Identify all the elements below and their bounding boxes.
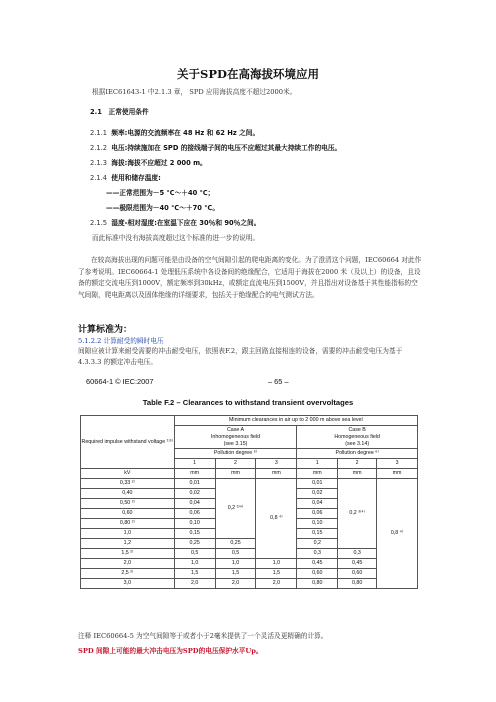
standard-heading: 计算标准为： [78, 325, 133, 335]
source-caption-right: – 65 – [268, 377, 289, 386]
main-header: Minimum clearances in air up to 2 000 m above sea level [174, 416, 417, 426]
item-2-1-5: 2.1.5 湿度-相对湿度:在室温下应在 30％和 90％之间。 [90, 219, 261, 227]
degree-b1: 1 [297, 459, 338, 469]
degree-b3: 3 [377, 459, 418, 469]
degree-b2: 2 [338, 459, 377, 469]
unit-mm: mm [377, 469, 418, 479]
degree-a3: 3 [256, 459, 297, 469]
pollution-header-a: Pollution degree ⁶⁾ [174, 449, 297, 459]
table-row: 2,5 ²⁾ 1,5 1,5 1,5 0,60 0,60 [81, 569, 418, 579]
item-2-1-3: 2.1.3 海拔:海拔不应超过 2 000 m。 [90, 159, 207, 167]
merged-a3-cell: 0,8 ⁴⁾ [256, 479, 297, 559]
unit-mm: mm [297, 469, 338, 479]
temp-limit-range: ——极限范围为－40 ℃～＋70 ℃。 [106, 204, 220, 212]
unit-kv: kV [81, 469, 175, 479]
temp-normal-range: ——正常范围为－5 ℃～＋40 ℃； [106, 189, 215, 197]
merged-a2-cell: 0,2 ³⁾⁴⁾ [215, 479, 256, 539]
unit-mm: mm [215, 469, 256, 479]
merged-b3-cell: 0,8 ⁴⁾ [377, 479, 418, 589]
unit-mm: mm [174, 469, 215, 479]
pollution-header-b: Pollution degree ⁶⁾ [297, 449, 418, 459]
standard-text: 间隙应被计算来耐受需要的冲击耐受电压，依照表F.2，跟主回路直接相连的设备，需要的冲击耐受电压为基于4.3.3.3 的额定冲击电压。 [78, 347, 403, 366]
source-caption-left: 60664-1 © IEC:2007 [86, 377, 154, 386]
clearance-table [80, 415, 418, 589]
section-heading: 2.1 正常使用条件 [90, 108, 149, 116]
table-row: 2,0 1,0 1,0 1,0 0,45 0,45 [81, 559, 418, 569]
table-row: 0,50 ²⁾ 0,04 0,04 [81, 499, 418, 509]
table-row: 3,0 2,0 2,0 2,0 0,80 0,80 [81, 579, 418, 589]
table-row: 0,40 0,02 0,02 [81, 489, 418, 499]
intro-line: 根据IEC61643-1 中2.1.3 章， SPD 应用海拔高度不超过2000米。 [92, 88, 297, 96]
table-row: 1,2 0,25 0,25 0,2 [81, 539, 418, 549]
unit-mm: mm [256, 469, 297, 479]
degree-a2: 2 [215, 459, 256, 469]
table-row: 0,33 ²⁾ 0,01 0,2 ³⁾⁴⁾ 0,8 ⁴⁾ 0,01 0,2 ³⁾⁴⁾ 0,8 ⁴⁾ [81, 479, 418, 489]
item-2-1-4: 2.1.4 使用和储存温度: [90, 174, 161, 182]
case-b-header: Case B Homogeneous field (see 3.14) [297, 426, 418, 449]
case-a-header: Case A Inhomogeneous field (see 3.15) [174, 426, 297, 449]
standard-subheading: 5.1.2.2 计算耐受的瞬时电压 [78, 337, 164, 345]
table-row: 1,5 ²⁾ 0,5 0,5 0,3 0,3 [81, 549, 418, 559]
document-title: 关于SPD在高海拔环境应用 [177, 67, 319, 81]
merged-b2-cell: 0,2 ³⁾⁴⁾ [338, 479, 377, 549]
item-2-1-1: 2.1.1 频率:电源的交流频率在 48 Hz 和 62 Hz 之间。 [90, 129, 260, 137]
unit-mm: mm [338, 469, 377, 479]
footer-red-note: SPD 间隙上可能的最大冲击电压为SPD的电压保护水平Up。 [78, 647, 263, 655]
body-paragraph: 在较高海拔出现的问题可能是由设备的空气间隙引起的爬电距离的变化。为了澄清这个问题，IEC60664 对此作了参考说明。IEC60664-1 处理低压系统中各设备间的绝缘配合，它适用于海拔在2000 米（及以上）的设备，且设备的额定交流电压到1000V，额定频率到30kHz，或额定直流电压到1500V，并且指出对设备基于其性能指标的空气间隙，爬电距离以及固体绝缘的详细要求，包括关于绝缘配合的电气测试方法。 [78, 256, 422, 299]
item-2-1-2: 2.1.2 电压:持续施加在 SPD 的接线端子间的电压不应超过其最大持续工作的电压。 [90, 144, 342, 152]
degree-a1: 1 [174, 459, 215, 469]
table-title: Table F.2 – Clearances to withstand transient overvoltages [142, 398, 354, 407]
footer-note: 注释 IEC60664-5 为空气间隙等于或者小于2毫米提供了一个灵活及更精确的计算。 [78, 632, 328, 640]
table-row: 0,60 0,06 0,06 [81, 509, 418, 519]
required-voltage-header: Required impulse withstand voltage ¹⁾⁵⁾ [81, 416, 175, 469]
table-row: 0,80 ²⁾ 0,10 0,10 [81, 519, 418, 529]
table-row: 1,0 0,15 0,15 [81, 529, 418, 539]
no-further-note: 而此标准中没有海拔高度超过这个标准的进一步的说明。 [92, 234, 260, 242]
